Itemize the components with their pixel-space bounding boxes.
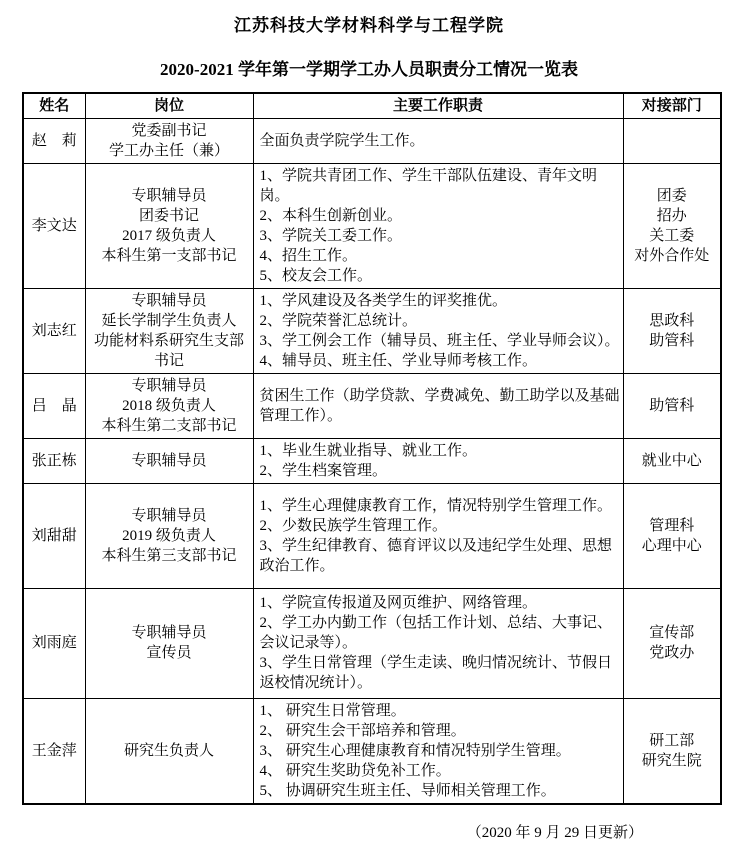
- duties-cell: [253, 483, 623, 588]
- text-line: 功能材料系研究生支部书记: [93, 332, 244, 369]
- staff-name: 张正栋: [23, 438, 85, 483]
- position-cell: [85, 118, 253, 163]
- text-line: 全面负责学院学生工作。: [259, 132, 425, 149]
- text-line: 管理科: [649, 517, 695, 534]
- departments-cell: [623, 588, 721, 698]
- table-row: [23, 483, 721, 588]
- text-line: 3、 研究生心理健康教育和情况特别学生管理。: [259, 742, 571, 759]
- text-line: 本科生第一支部书记: [101, 247, 237, 264]
- text-line: 贫困生工作（助学贷款、学费减免、勤工助学以及基础管理工作）。: [259, 387, 620, 424]
- text-line: 对外合作处: [634, 247, 710, 264]
- text-line: 党政办: [649, 645, 695, 661]
- header-departments: 对接部门: [623, 93, 721, 118]
- duties-cell: [253, 288, 623, 373]
- text-line: 1、学生心理健康教育工作，情况特别学生管理工作。: [259, 497, 613, 514]
- staff-name: 吕 晶: [23, 373, 85, 438]
- position-cell: [85, 288, 253, 373]
- staff-name: 刘雨庭: [23, 588, 85, 698]
- page-title: 江苏科技大学材料科学与工程学院: [234, 16, 504, 35]
- text-line: 专职辅导员: [131, 292, 207, 309]
- text-line: 研工部: [649, 732, 695, 749]
- position-cell: [85, 163, 253, 288]
- text-line: 专职辅导员: [131, 377, 207, 394]
- position-cell: [85, 483, 253, 588]
- text-line: 2、本科生创新创业。: [259, 207, 403, 224]
- departments-cell: [623, 118, 721, 163]
- duties-cell: [253, 698, 623, 804]
- text-line: 专职辅导员: [131, 452, 207, 469]
- text-line: 本科生第二支部书记: [101, 417, 237, 434]
- text-line: 2019 级负责人: [122, 527, 216, 544]
- text-line: 本科生第三支部书记: [101, 547, 237, 564]
- text-line: 宣传员: [146, 645, 192, 661]
- text-line: 1、学院共青团工作、学生干部队伍建设、青年文明岗。: [259, 167, 598, 204]
- text-line: 专职辅导员: [131, 507, 207, 524]
- table-row: [23, 588, 721, 698]
- table-body: [23, 118, 721, 804]
- text-line: 1、学风建设及各类学生的评奖推优。: [259, 292, 508, 309]
- page-subtitle: 2020-2021 学年第一学期学工办人员职责分工情况一览表: [160, 60, 578, 79]
- duties-cell: [253, 118, 623, 163]
- responsibilities-table: [22, 92, 722, 805]
- text-line: 团委书记: [138, 207, 199, 224]
- text-line: 3、学生日常管理（学生走读、晚归情况统计、节假日返校情况统计）。: [259, 655, 613, 691]
- position-cell: [85, 698, 253, 804]
- duties-cell: [253, 588, 623, 698]
- staff-name: 李文达: [23, 163, 85, 288]
- table-row: [23, 288, 721, 373]
- text-line: 思政科: [649, 312, 695, 329]
- text-line: 助管科: [649, 397, 695, 414]
- staff-name: 刘甜甜: [23, 483, 85, 588]
- header-position: 岗位: [85, 93, 253, 118]
- text-line: 4、辅导员、班主任、学业导师考核工作。: [259, 352, 538, 369]
- text-line: 2、学工办内勤工作（包括工作计划、总结、大事记、会议记录等）。: [259, 615, 613, 651]
- text-line: 党委副书记: [131, 122, 207, 139]
- update-date: （2020 年 9 月 29 日更新）: [466, 824, 643, 841]
- duties-cell: [253, 373, 623, 438]
- text-line: 5、 协调研究生班主任、导师相关管理工作。: [259, 782, 556, 799]
- staff-name: 刘志红: [23, 288, 85, 373]
- text-line: 2、学生档案管理。: [259, 462, 388, 479]
- table-row: [23, 698, 721, 804]
- text-line: 2017 级负责人: [122, 227, 216, 244]
- position-cell: [85, 438, 253, 483]
- text-line: 3、学生纪律教育、德育评议以及违纪学生处理、思想政治工作。: [259, 537, 613, 574]
- table-row: [23, 118, 721, 163]
- text-line: 3、学工例会工作（辅导员、班主任、学业导师会议）。: [259, 332, 620, 349]
- position-cell: [85, 373, 253, 438]
- departments-cell: [623, 483, 721, 588]
- text-line: 关工委: [649, 227, 695, 244]
- text-line: 专职辅导员: [131, 187, 207, 204]
- text-line: 心理中心: [641, 537, 702, 554]
- header-row: [23, 93, 721, 118]
- text-line: 5、校友会工作。: [259, 267, 373, 284]
- text-line: 2018 级负责人: [122, 397, 216, 414]
- document-page: [0, 11, 738, 841]
- text-line: 4、 研究生奖助贷免补工作。: [259, 762, 451, 779]
- text-line: 团委: [656, 187, 687, 204]
- text-line: 就业中心: [641, 452, 702, 469]
- text-line: 2、学院荣誉汇总统计。: [259, 312, 418, 329]
- duties-cell: [253, 163, 623, 288]
- text-line: 研究生负责人: [123, 742, 214, 759]
- text-line: 1、 研究生日常管理。: [259, 702, 406, 719]
- duties-cell: [253, 438, 623, 483]
- text-line: 1、毕业生就业指导、就业工作。: [259, 442, 478, 459]
- text-line: 研究生院: [641, 752, 702, 769]
- text-line: 2、少数民族学生管理工作。: [259, 517, 448, 534]
- text-line: 2、 研究生会干部培养和管理。: [259, 722, 466, 739]
- departments-cell: [623, 698, 721, 804]
- text-line: 学工办主任（兼）: [108, 142, 229, 159]
- text-line: 招办: [656, 207, 687, 224]
- departments-cell: [623, 438, 721, 483]
- text-line: 1、学院宣传报道及网页维护、网络管理。: [259, 595, 538, 611]
- table-row: [23, 373, 721, 438]
- position-cell: [85, 588, 253, 698]
- staff-name: 王金萍: [23, 698, 85, 804]
- text-line: 延长学制学生负责人: [101, 312, 237, 329]
- text-line: 专职辅导员: [131, 625, 207, 641]
- text-line: 宣传部: [649, 625, 695, 641]
- text-line: 4、招生工作。: [259, 247, 358, 264]
- table-row: [23, 438, 721, 483]
- header-duties: 主要工作职责: [253, 93, 623, 118]
- departments-cell: [623, 288, 721, 373]
- departments-cell: [623, 163, 721, 288]
- text-line: 助管科: [649, 332, 695, 349]
- table-row: [23, 163, 721, 288]
- header-name: 姓名: [23, 93, 85, 118]
- text-line: 3、学院关工委工作。: [259, 227, 403, 244]
- departments-cell: [623, 373, 721, 438]
- staff-name: 赵 莉: [23, 118, 85, 163]
